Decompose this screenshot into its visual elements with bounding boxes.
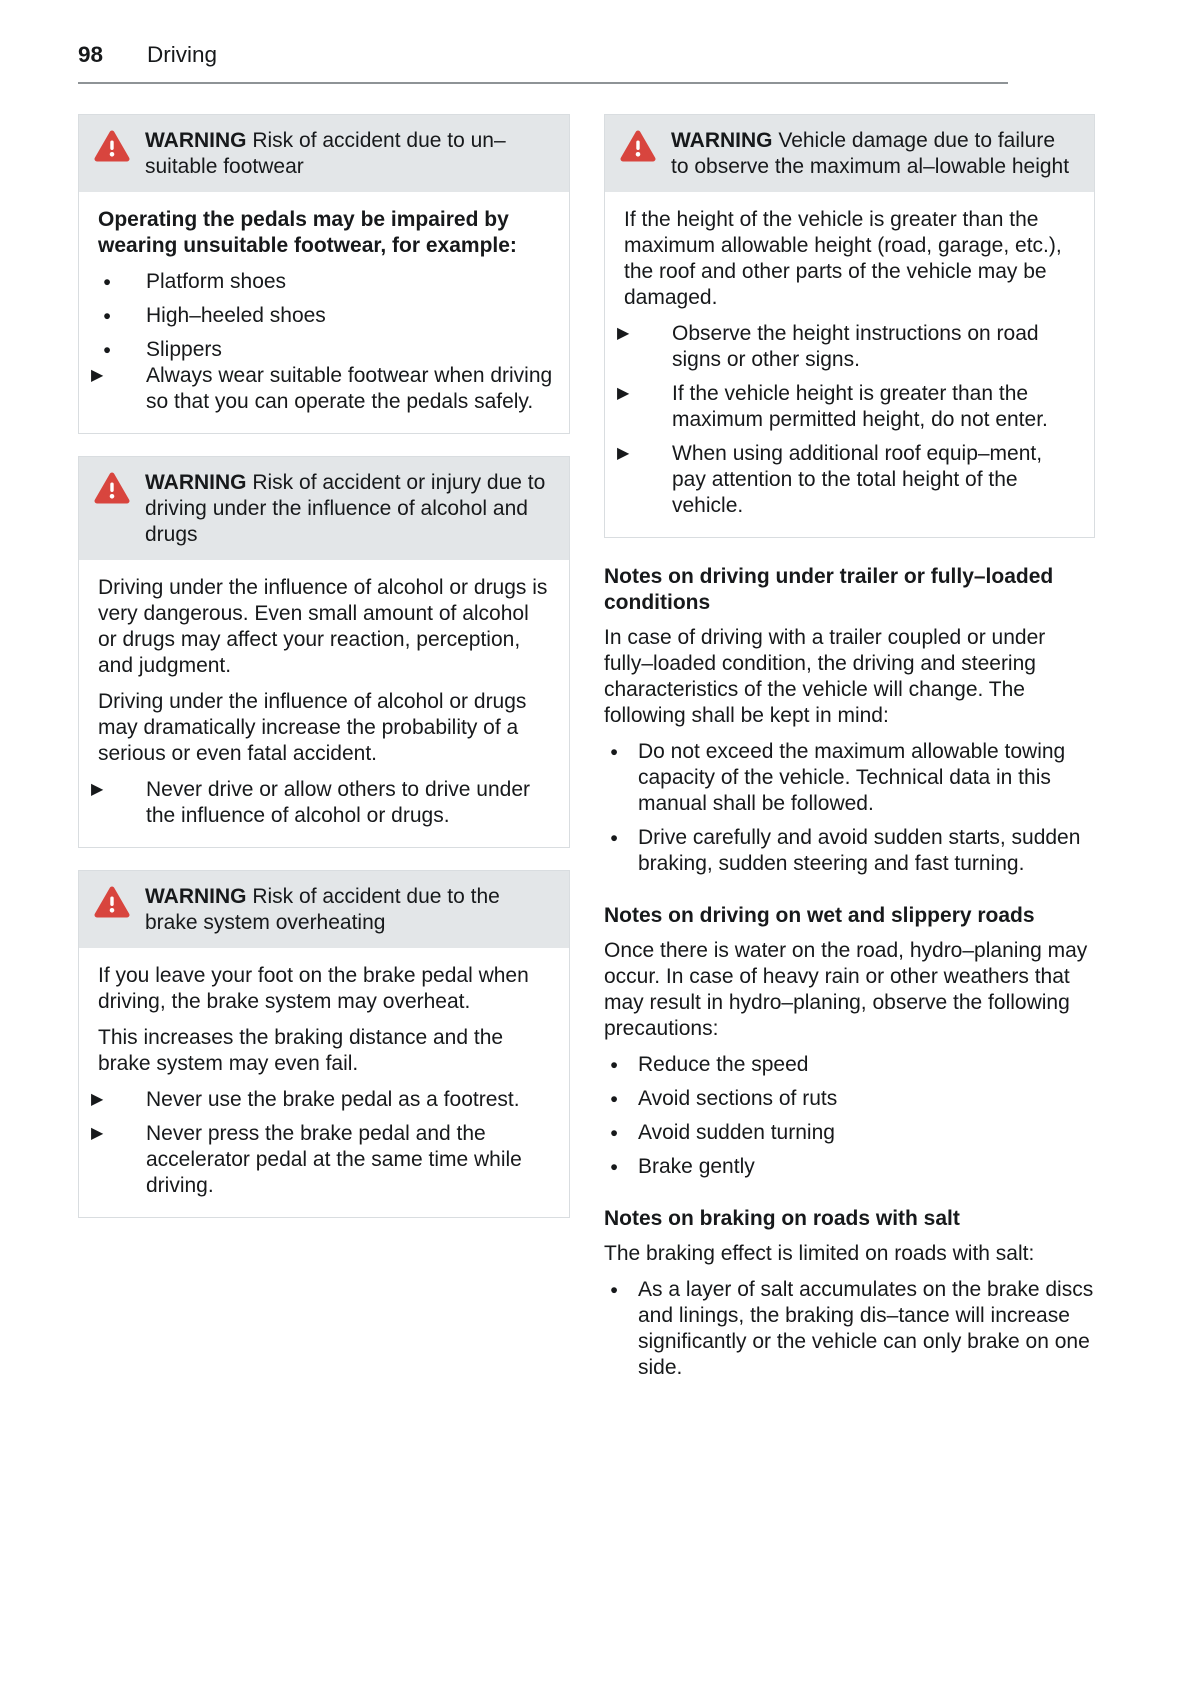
- bullet-text: Slippers: [146, 338, 222, 361]
- warning-triangle-icon: [94, 128, 130, 180]
- warning-paragraph: Driving under the influence of alcohol or drugs may dramatically increase the probability of a serious or even fatal accident.: [98, 690, 527, 765]
- warning-header: [79, 871, 569, 948]
- bullet-text: Platform shoes: [146, 270, 287, 293]
- note-section-wet-roads: [604, 903, 1095, 1180]
- bullet-text: Avoid sudden turning: [638, 1121, 835, 1144]
- warning-title-text: Risk of accident or injury due to driving under the influence of alcohol and drugs: [145, 471, 546, 546]
- bullet-text: Reduce the speed: [638, 1053, 809, 1076]
- action-item: [616, 321, 1078, 373]
- action-text: When using additional roof equip–ment, pay attention to the total height of the vehicle.: [672, 442, 1043, 517]
- warning-label: WARNING: [671, 129, 773, 152]
- warning-header: [79, 457, 569, 560]
- warning-label: WARNING: [145, 885, 247, 908]
- warning-box-brake: [78, 870, 570, 1218]
- warning-title-text: Risk of accident due to the brake system overheating: [145, 885, 500, 934]
- action-arrow-icon: ▶: [91, 367, 104, 384]
- bullet-item: [604, 825, 1095, 877]
- bullet-dot-icon: ●: [103, 342, 112, 357]
- action-list: [90, 1087, 553, 1199]
- action-item: [90, 1087, 553, 1113]
- warning-box-height: [604, 114, 1095, 538]
- action-item: [90, 363, 553, 415]
- warning-body: [605, 192, 1094, 537]
- warning-body: [79, 192, 569, 433]
- action-list: [90, 777, 553, 829]
- bullet-text: As a layer of salt accumulates on the brake discs and linings, the braking dis–tance will increase significantly or the vehicle can only brake on one side.: [638, 1278, 1094, 1379]
- warning-box-footwear: [78, 114, 570, 434]
- action-text: Always wear suitable footwear when driving so that you can operate the pedals safely.: [146, 364, 553, 413]
- bullet-item: [604, 1120, 1095, 1146]
- bullet-item: [90, 303, 553, 329]
- note-heading: Notes on driving on wet and slippery roads: [604, 904, 1035, 927]
- warning-box-alcohol: [78, 456, 570, 848]
- bullet-text: Brake gently: [638, 1155, 755, 1178]
- action-item: [90, 777, 553, 829]
- warning-title-text: Vehicle damage due to failure to observe the maximum al–lowable height: [671, 129, 1070, 178]
- bullet-item: [604, 1052, 1095, 1078]
- bullet-item: [90, 337, 553, 363]
- note-heading: Notes on driving under trailer or fully–loaded conditions: [604, 565, 1054, 614]
- bullet-dot-icon: ●: [610, 1091, 619, 1106]
- page-number: 98: [78, 42, 104, 67]
- page-header: [78, 42, 1095, 68]
- bullet-text: Drive carefully and avoid sudden starts, sudden braking, sudden steering and fast turning.: [638, 826, 1081, 875]
- bullet-dot-icon: ●: [610, 744, 619, 759]
- right-column: [604, 114, 1095, 1381]
- action-arrow-icon: ▶: [617, 445, 630, 462]
- bullet-list: [90, 269, 553, 363]
- warning-triangle-icon: [94, 470, 130, 548]
- action-arrow-icon: ▶: [617, 385, 630, 402]
- action-list: [616, 321, 1078, 519]
- page-section-title: Driving: [147, 42, 218, 67]
- warning-label: WARNING: [145, 129, 247, 152]
- action-text: Observe the height instructions on road signs or other signs.: [672, 322, 1039, 371]
- action-item: [90, 1121, 553, 1199]
- action-text: Never use the brake pedal as a footrest.: [146, 1088, 520, 1111]
- action-arrow-icon: ▶: [91, 1091, 104, 1108]
- bullet-text: Do not exceed the maximum allowable towing capacity of the vehicle. Technical data in this manual shall be followed.: [638, 740, 1066, 815]
- warning-header: [605, 115, 1094, 192]
- warning-label: WARNING: [145, 471, 247, 494]
- action-text: Never press the brake pedal and the accelerator pedal at the same time while driving.: [146, 1122, 522, 1197]
- action-arrow-icon: ▶: [91, 781, 104, 798]
- bullet-item: [604, 1086, 1095, 1112]
- action-arrow-icon: ▶: [617, 325, 630, 342]
- note-heading: Notes on braking on roads with salt: [604, 1207, 960, 1230]
- bullet-dot-icon: ●: [610, 1057, 619, 1072]
- action-arrow-icon: ▶: [91, 1125, 104, 1142]
- warning-paragraph: If the height of the vehicle is greater than the maximum allowable height (road, garage, etc.), the roof and other parts of the vehicle may be damaged.: [624, 208, 1062, 309]
- warning-triangle-icon: [94, 884, 130, 936]
- bullet-item: [604, 739, 1095, 817]
- warning-header: [79, 115, 569, 192]
- warning-lead: Operating the pedals may be impaired by wearing unsuitable footwear, for example:: [98, 208, 517, 257]
- bullet-list: [604, 1277, 1095, 1381]
- warning-title: [671, 128, 1078, 180]
- warning-title: [145, 128, 553, 180]
- bullet-dot-icon: ●: [103, 274, 112, 289]
- note-section-trailer: [604, 564, 1095, 877]
- bullet-text: Avoid sections of ruts: [638, 1087, 838, 1110]
- action-item: [616, 441, 1078, 519]
- warning-body: [79, 560, 569, 847]
- bullet-list: [604, 1052, 1095, 1180]
- bullet-dot-icon: ●: [610, 830, 619, 845]
- content-columns: [78, 114, 1095, 1381]
- bullet-item: [90, 269, 553, 295]
- left-column: [78, 114, 570, 1381]
- header-rule: [78, 82, 1008, 84]
- warning-triangle-icon: [620, 128, 656, 180]
- action-text: Never drive or allow others to drive under the influence of alcohol or drugs.: [146, 778, 531, 827]
- note-paragraph: The braking effect is limited on roads with salt:: [604, 1242, 1035, 1265]
- action-text: If the vehicle height is greater than the maximum permitted height, do not enter.: [672, 382, 1048, 431]
- warning-title: [145, 884, 553, 936]
- warning-title-text: Risk of accident due to un–suitable footwear: [145, 129, 506, 178]
- bullet-dot-icon: ●: [103, 308, 112, 323]
- bullet-list: [604, 739, 1095, 877]
- note-paragraph: Once there is water on the road, hydro–planing may occur. In case of heavy rain or other weathers that may result in hydro–planing, observe the following precautions:: [604, 939, 1088, 1040]
- bullet-dot-icon: ●: [610, 1282, 619, 1297]
- warning-paragraph: If you leave your foot on the brake pedal when driving, the brake system may overheat.: [98, 964, 529, 1013]
- warning-paragraph: This increases the braking distance and the brake system may even fail.: [98, 1026, 504, 1075]
- warning-body: [79, 948, 569, 1217]
- bullet-item: [604, 1277, 1095, 1381]
- bullet-dot-icon: ●: [610, 1125, 619, 1140]
- warning-title: [145, 470, 553, 548]
- bullet-dot-icon: ●: [610, 1159, 619, 1174]
- bullet-item: [604, 1154, 1095, 1180]
- note-section-salt-roads: [604, 1206, 1095, 1381]
- action-item: [616, 381, 1078, 433]
- bullet-text: High–heeled shoes: [146, 304, 326, 327]
- warning-paragraph: Driving under the influence of alcohol or drugs is very dangerous. Even small amount of alcohol or drugs may affect your reaction, perception, and judgment.: [98, 576, 548, 677]
- note-paragraph: In case of driving with a trailer coupled or under fully–loaded condition, the driving and steering characteristics of the vehicle will change. The following shall be kept in mind:: [604, 626, 1046, 727]
- action-list: [90, 363, 553, 415]
